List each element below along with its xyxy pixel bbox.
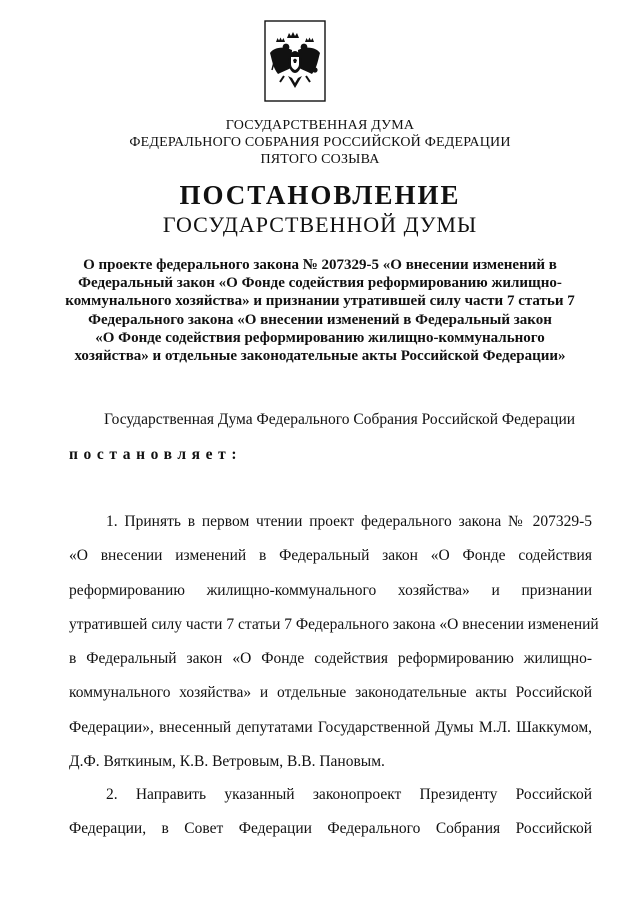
item-2-line: Федерации, в Совет Федерации Федерального Собрания Российской <box>69 820 592 838</box>
header-line-3: ПЯТОГО СОЗЫВА <box>260 152 380 167</box>
item-1-line: «О внесении изменений в Федеральный закон «О Фонде содействия <box>69 547 592 565</box>
coat-of-arms-icon <box>264 20 326 102</box>
header-line-1: ГОСУДАРСТВЕННАЯ ДУМА <box>225 118 415 133</box>
subject-line: хозяйства» и отдельные законодательные акты Российской Федерации» <box>74 348 566 365</box>
document-subtitle: ГОСУДАРСТВЕННОЙ ДУМЫ <box>162 212 478 237</box>
resolution-subject <box>60 256 580 365</box>
item-1-line: реформированию жилищно-коммунального хозяйства» и признании <box>69 581 592 599</box>
header-line-2: ФЕДЕРАЛЬНОГО СОБРАНИЯ РОССИЙСКОЙ ФЕДЕРАЦИИ <box>129 135 511 150</box>
subject-line: Федерального закона «О внесении изменений в Федеральный закон <box>88 311 552 328</box>
issuer-header <box>0 117 640 168</box>
item-1-line: утратившей силу части 7 статьи 7 Федерального закона «О внесении изменений <box>69 615 599 633</box>
subject-line: коммунального хозяйства» и признании утратившей силу части 7 статьи 7 <box>65 293 575 310</box>
item-1-line: Федерации», внесенный депутатами Государственной Думы М.Л. Шаккумом, <box>69 718 592 736</box>
item-1-line: коммунального хозяйства» и отдельные законодательные акты Российской <box>69 684 592 702</box>
item-1-line: 1. Принять в первом чтении проект федерального закона № 207329-5 <box>106 513 592 530</box>
item-2-line: 2. Направить указанный законопроект Президенту Российской <box>106 786 592 803</box>
preamble: Государственная Дума Федерального Собрания Российской Федерации <box>104 411 576 428</box>
subject-line: «О Фонде содействия реформированию жилищно-коммунального <box>95 329 545 346</box>
subject-line: О проекте федерального закона № 207329-5 «О внесении изменений в <box>83 257 557 273</box>
resolves-word: постановляет: <box>69 446 243 463</box>
document-title: ПОСТАНОВЛЕНИЕ <box>179 180 461 210</box>
item-1-line: Д.Ф. Вяткиным, К.В. Ветровым, В.В. Пановым. <box>69 753 385 771</box>
item-1 <box>69 505 599 779</box>
item-2 <box>69 778 592 847</box>
subject-line: Федеральный закон «О Фонде содействия реформированию жилищно- <box>78 275 562 292</box>
item-1-line: в Федеральный закон «О Фонде содействия реформированию жилищно- <box>69 650 592 668</box>
